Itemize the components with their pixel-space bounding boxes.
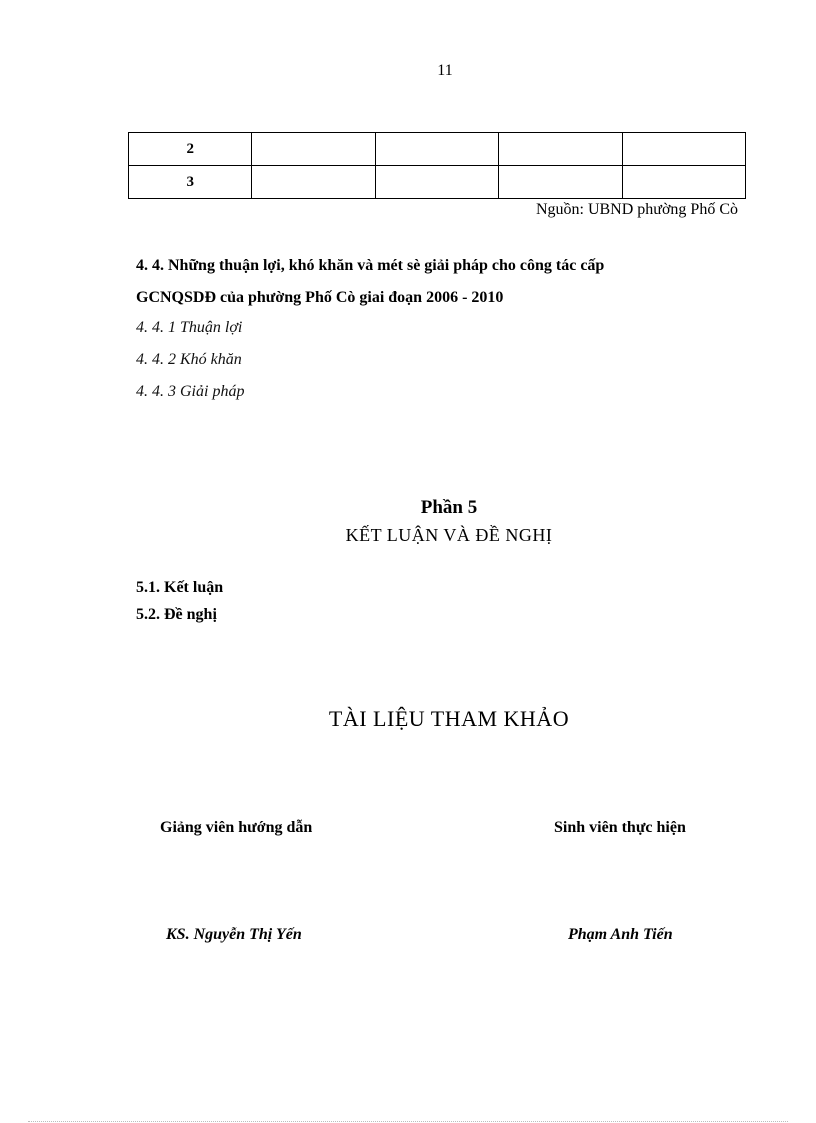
section-5-1: 5.1. Kết luận (136, 579, 224, 596)
part-label: Phần 5 (420, 497, 478, 518)
subsection-advantages: 4. 4. 1 Thuận lợi (136, 319, 243, 336)
section-4-4-title-line1: 4. 4. Những thuận lợi, khó khăn và mét sè giải pháp cho công tác cấp (136, 257, 605, 274)
table-cell (499, 133, 622, 166)
data-table (128, 132, 746, 199)
table-cell: 2 (129, 133, 252, 166)
table-row (129, 166, 746, 199)
table-cell: 3 (129, 166, 252, 199)
table-cell (375, 133, 498, 166)
table-cell (622, 166, 745, 199)
table-cell (499, 166, 622, 199)
subsection-solutions: 4. 4. 3 Giải pháp (136, 383, 245, 400)
table-cell (252, 133, 375, 166)
section-5-2: 5.2. Đề nghị (136, 606, 217, 623)
references-title: TÀI LIỆU THAM KHẢO (328, 706, 570, 731)
part-title: KẾT LUẬN VÀ ĐỀ NGHỊ (345, 525, 553, 545)
student-name: Phạm Anh Tiến (568, 926, 673, 943)
supervisor-name: KS. Nguyễn Thị Yến (166, 926, 302, 943)
table-cell (252, 166, 375, 199)
table-cell (622, 133, 745, 166)
section-4-4-title-line2: GCNQSDĐ của phường Phố Cò giai đoạn 2006 - 2010 (136, 289, 504, 306)
page-number: 11 (437, 62, 453, 79)
footer-divider (28, 1121, 788, 1122)
supervisor-role: Giảng viên hướng dẫn (160, 819, 313, 836)
table-row (129, 133, 746, 166)
student-role: Sinh viên thực hiện (554, 819, 686, 836)
table-source-note: Nguồn: UBND phường Phố Cò (535, 201, 738, 218)
subsection-difficulties: 4. 4. 2 Khó khăn (136, 351, 242, 368)
table-cell (375, 166, 498, 199)
